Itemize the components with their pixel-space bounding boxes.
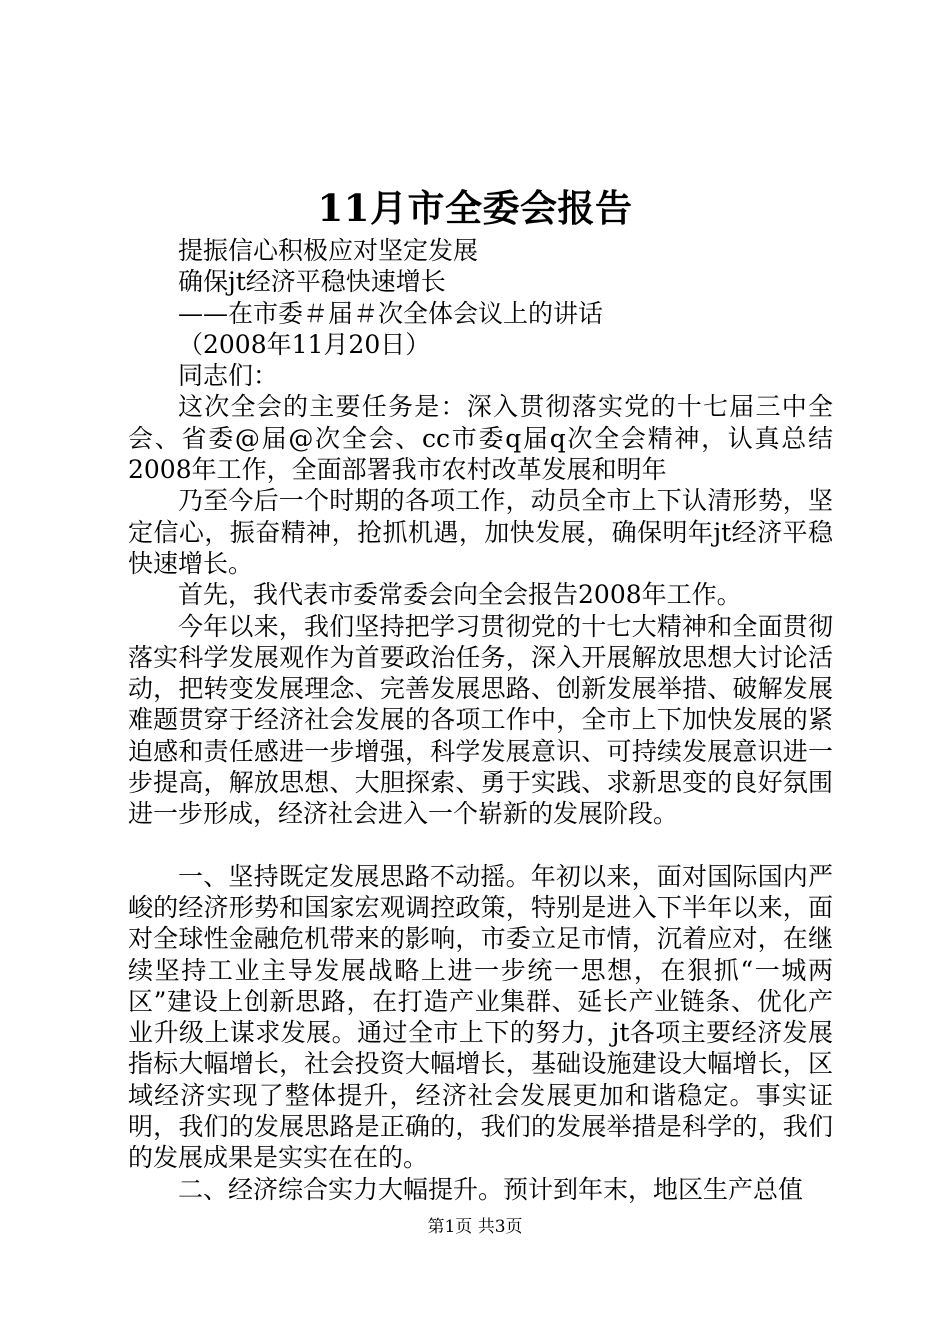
subtitle-line-2: 确保jt经济平稳快速增长: [178, 267, 446, 297]
blank-line: [128, 830, 833, 861]
paragraph-4: 今年以来，我们坚持把学习贯彻党的十七大精神和全面贯彻落实科学发展观作为首要政治任务，深入开展解放思想大讨论活动，把转变发展理念、完善发展思路、创新发展举措、破解发展难题贯穿于经济社会发展的各项工作中，全市上下加快发展的紧迫感和责任感进一步增强，科学发展意识、可持续发展意识进一步提高，解放思想、大胆探索、勇于实践、求新思变的良好氛围进一步形成，经济社会进入一个崭新的发展阶段。: [128, 611, 833, 829]
document-body: [128, 235, 833, 1205]
document-title: 11月市全委会报告: [317, 186, 633, 230]
paragraph-6: 二、经济综合实力大幅提升。预计到年末，地区生产总值: [178, 1174, 804, 1204]
page-footer: 第1页 共3页: [427, 1217, 523, 1237]
paragraph-1: 这次全会的主要任务是：深入贯彻落实党的十七届三中全会、省委@届@次全会、cc市委q届q次全会精神，认真总结2008年工作，全面部署我市农村改革发展和明年: [128, 392, 833, 485]
paragraph-2: 乃至今后一个时期的各项工作，动员全市上下认清形势，坚定信心，振奋精神，抢抓机遇，加快发展，确保明年jt经济平稳快速增长。: [128, 486, 833, 578]
salutation: 同志们：: [178, 361, 279, 391]
speech-date: （2008年11月20日）: [178, 329, 431, 359]
subtitle-line-1: 提振信心积极应对坚定发展: [178, 236, 479, 265]
subtitle-line-3: ——在市委＃届＃次全体会议上的讲话: [178, 298, 604, 328]
paragraph-5: 一、坚持既定发展思路不动摇。年初以来，面对国际国内严峻的经济形势和国家宏观调控政策，特别是进入下半年以来，面对全球性金融危机带来的影响，市委立足市情，沉着应对，在继续坚持工业主导发展战略上进一步统一思想，在狠抓“一城两区”建设上创新思路，在打造产业集群、延长产业链条、优化产业升级上谋求发展。通过全市上下的努力，jt各项主要经济发展指标大幅增长，社会投资大幅增长，基础设施建设大幅增长，区域经济实现了整体提升，经济社会发展更加和谐稳定。事实证明，我们的发展思路是正确的，我们的发展举措是科学的，我们的发展成果是实实在在的。: [128, 861, 833, 1173]
paragraph-3: 首先，我代表市委常委会向全会报告2008年工作。: [178, 580, 742, 610]
